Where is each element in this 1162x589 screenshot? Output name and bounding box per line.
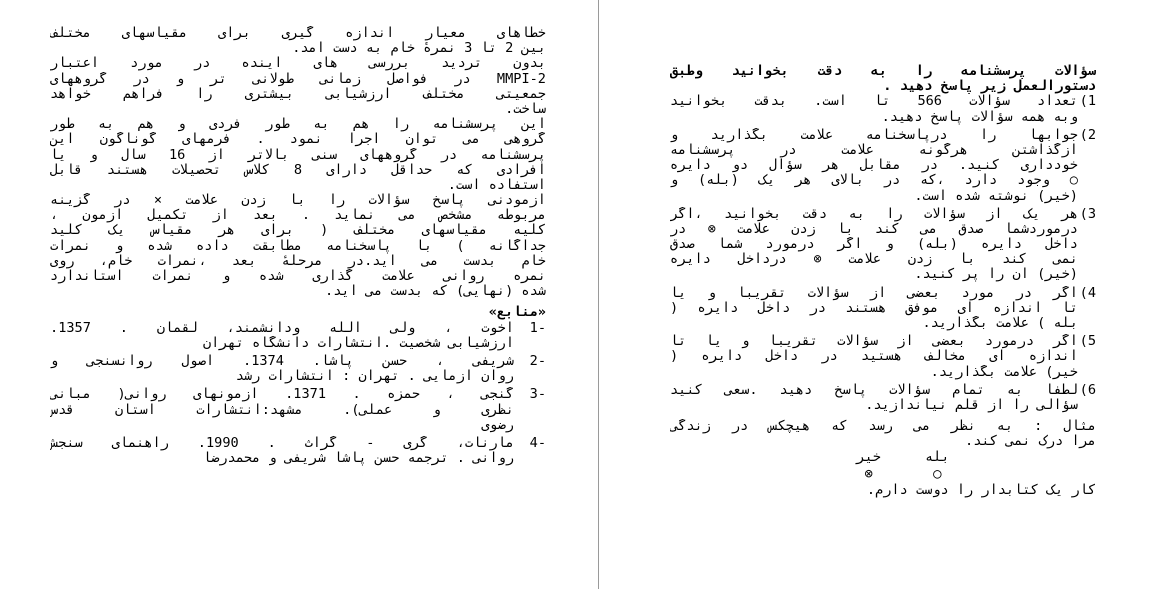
instruction-line: درموردشما صدق می کند با زدن علامت ⊗ در (670, 221, 1078, 237)
instruction-line: خیر) علامت بگذارید. (930, 364, 1078, 380)
instruction-number: 6) (1079, 381, 1096, 398)
instruction-line: هر یک از سؤالات را به دقت بخوانید ،اگر (670, 206, 1078, 222)
choice-yes-label: بله (925, 448, 950, 465)
instruction-line: اندازه ای مخالف هستید در داخل دایره ( (670, 349, 1078, 365)
instruction-number: 3) (1079, 205, 1096, 222)
instruction-item (670, 207, 1096, 283)
paragraph-line: جمعیتی مختلف ارزشیابی بیشتری را فراهم خواهد (50, 86, 546, 102)
paragraph (50, 117, 546, 193)
instruction-item (670, 94, 1096, 124)
paragraph-line: ساخت. (505, 101, 546, 117)
instruction-number: 1) (1079, 93, 1096, 110)
paragraph-line: خطاهای معیار اندازه گیری برای مقیاسهای مختلف (50, 26, 546, 41)
reference-item (50, 354, 546, 384)
paragraph-line: افرادی که حداقل دارای 8 کلاس تحصیلات هستند قابل (50, 162, 546, 178)
choice-yes-circle-icon: ○ (933, 465, 942, 482)
instructions-heading-line-2: دستورالعمل زیر پاسخ دهید . (883, 79, 1096, 95)
instruction-line: (خیر) نوشته شده است. (914, 188, 1078, 204)
instruction-text (670, 207, 1078, 283)
paragraph-line: این پرسشنامه را هم به طور فردی و هم به طور (50, 117, 546, 133)
paragraph-line: بین 2 تا 3 نمرهٔ خام به دست آمد. (292, 41, 546, 57)
paragraph-line: جداگانه ) با پاسخنامه مطابقت داده شده و نمرات (50, 238, 546, 254)
paragraph-line: بدون تردید بررسی های آینده در مورد اعتبار (50, 56, 546, 72)
choice-no-crossed-circle-icon: ⊗ (864, 465, 873, 482)
reference-line: نظری و عملی). مشهد:انتشارات آستان قدس (50, 402, 514, 418)
instruction-line: نمی کند با زدن علامت ⊗ درداخل دایره (670, 252, 1078, 268)
instruction-text (670, 383, 1078, 413)
instruction-line: لطفاً به تمام سؤالات پاسخ دهید .سعی کنید (670, 382, 1078, 398)
example-line-2: مرا درک نمی کند. (965, 434, 1096, 450)
references-list (50, 321, 546, 470)
reference-text (50, 354, 514, 384)
example-choices (710, 450, 1096, 483)
reference-line: ارزشیابی شخصیت .انتشارات دانشگاه تهران (203, 335, 514, 351)
instructions-heading-line-1: سؤالات پرسشنامه را به دقت بخوانید وطبق (670, 64, 1096, 79)
reference-line: رضوی (481, 417, 514, 433)
instruction-line: تعداد سؤالات 566 تا است. بدقت بخوانید (670, 94, 1078, 110)
instruction-line: اگر درمورد بعضی از سؤالات تقریباً و یا تا (670, 334, 1078, 350)
example-line-1: مثال : به نظر می رسد که هیچکس در زندگی (670, 419, 1096, 435)
paragraph-line: MMPI-2 در فواصل زمانی طولانی تر و در گروههای (50, 71, 546, 87)
paragraph (50, 56, 546, 117)
instruction-line: ازگذاشتن هرگونه علامت در پرسشنامه (670, 142, 1078, 158)
reference-line: شریفی ، حسن پاشا. 1374. اصول روانسنجی و (50, 353, 514, 369)
instruction-text (670, 94, 1078, 124)
paragraph-line: پرسشنامه در گروههای سنی بالاتر از 16 سال و یا (50, 147, 546, 163)
instructions-list (670, 94, 1096, 416)
paragraph-line: خام بدست می آید.در مرحلهٔ بعد ،نمرات خام، روی (50, 253, 546, 269)
choice-no[interactable] (856, 450, 881, 483)
paragraph-line: گروهی می توان اجرا نمود . فرمهای گوناگون این (50, 132, 546, 148)
paragraph (50, 193, 546, 299)
reference-line: اخوت ، ولی الله ودانشمند، لقمان . 1357. (50, 320, 514, 336)
instruction-number: 4) (1079, 284, 1096, 301)
reference-line: گنجی ، حمزه . 1371. آزمونهای روانی( مبانی (50, 387, 514, 403)
instruction-line: تا اندازه ای موفق هستند در داخل دایره ( (670, 300, 1078, 316)
instruction-line: ○ وجود دارد ،که در بالای هر یک (بله) و (670, 173, 1078, 189)
reference-line: مارنات، گری - گراث . 1990. راهنمای سنجش (50, 435, 514, 451)
paragraph-line: کلیه مقیاسهای مختلف ( برای هر مقیاس یک کلید (50, 223, 546, 239)
reference-line: روانی . ترجمه حسن پاشا شریفی و محمدرضا (203, 451, 514, 467)
page-divider (598, 0, 599, 589)
reference-number: -3 (529, 386, 546, 403)
instruction-line: بله ) علامت بگذارید. (922, 316, 1078, 331)
reference-text (50, 436, 514, 466)
left-paragraphs (50, 26, 546, 299)
reference-text (50, 387, 514, 433)
paragraph-line: نمره روانی علامت گذاری شده و نمرات استاندارد (50, 269, 546, 284)
paragraph (50, 26, 546, 56)
instruction-item (670, 383, 1096, 413)
instruction-item (670, 334, 1096, 380)
paragraph-line: شده (نهایی) که بدست می آید. (325, 284, 546, 300)
instruction-line: سؤالی را از قلم نیاندازید. (865, 397, 1078, 413)
instruction-line: داخل دایره (بله) و اگر درمورد شما صدق (670, 237, 1078, 253)
choice-no-label: خیر (856, 448, 881, 465)
instruction-text (670, 286, 1078, 332)
instruction-number: 5) (1079, 333, 1096, 350)
instruction-line: اگر در مورد بعضی از سؤالات تقریباً و یا (670, 285, 1078, 301)
choice-yes[interactable] (925, 450, 950, 483)
final-question-line: کار یک کتابدار را دوست دارم. (866, 482, 1096, 498)
reference-line: روان آزمایی . تهران : انتشارات رشد (235, 369, 514, 385)
paragraph-line: استفاده است. (447, 177, 546, 193)
paragraph-line: مربوطه مشخص می نماید . بعد از تکمیل آزمون ، (50, 208, 546, 224)
instruction-line: (خیر) آن را پر کنید. (914, 267, 1078, 283)
right-page (600, 0, 1162, 589)
reference-item (50, 436, 546, 466)
instruction-line: خودداری کنید. در مقابل هر سؤال دو دایره (670, 158, 1078, 174)
sources-title: «منابع» (488, 305, 546, 321)
instruction-text (670, 334, 1078, 380)
reference-text (50, 321, 514, 351)
reference-item (50, 387, 546, 433)
instruction-text (670, 128, 1078, 204)
reference-item (50, 321, 546, 351)
paragraph-line: آزمودنی پاسخ سؤالات را با زدن علامت × در گزینه (50, 193, 546, 209)
instruction-number: 2) (1079, 126, 1096, 143)
instruction-line: وبه همه سؤالات پاسخ دهید. (881, 109, 1078, 125)
instruction-line: جوابها را درپاسخنامه علامت بگذارید و (670, 127, 1078, 143)
reference-number: -2 (529, 352, 546, 369)
instruction-item (670, 128, 1096, 204)
reference-number: -1 (529, 319, 546, 336)
reference-number: -4 (529, 434, 546, 451)
instruction-item (670, 286, 1096, 332)
